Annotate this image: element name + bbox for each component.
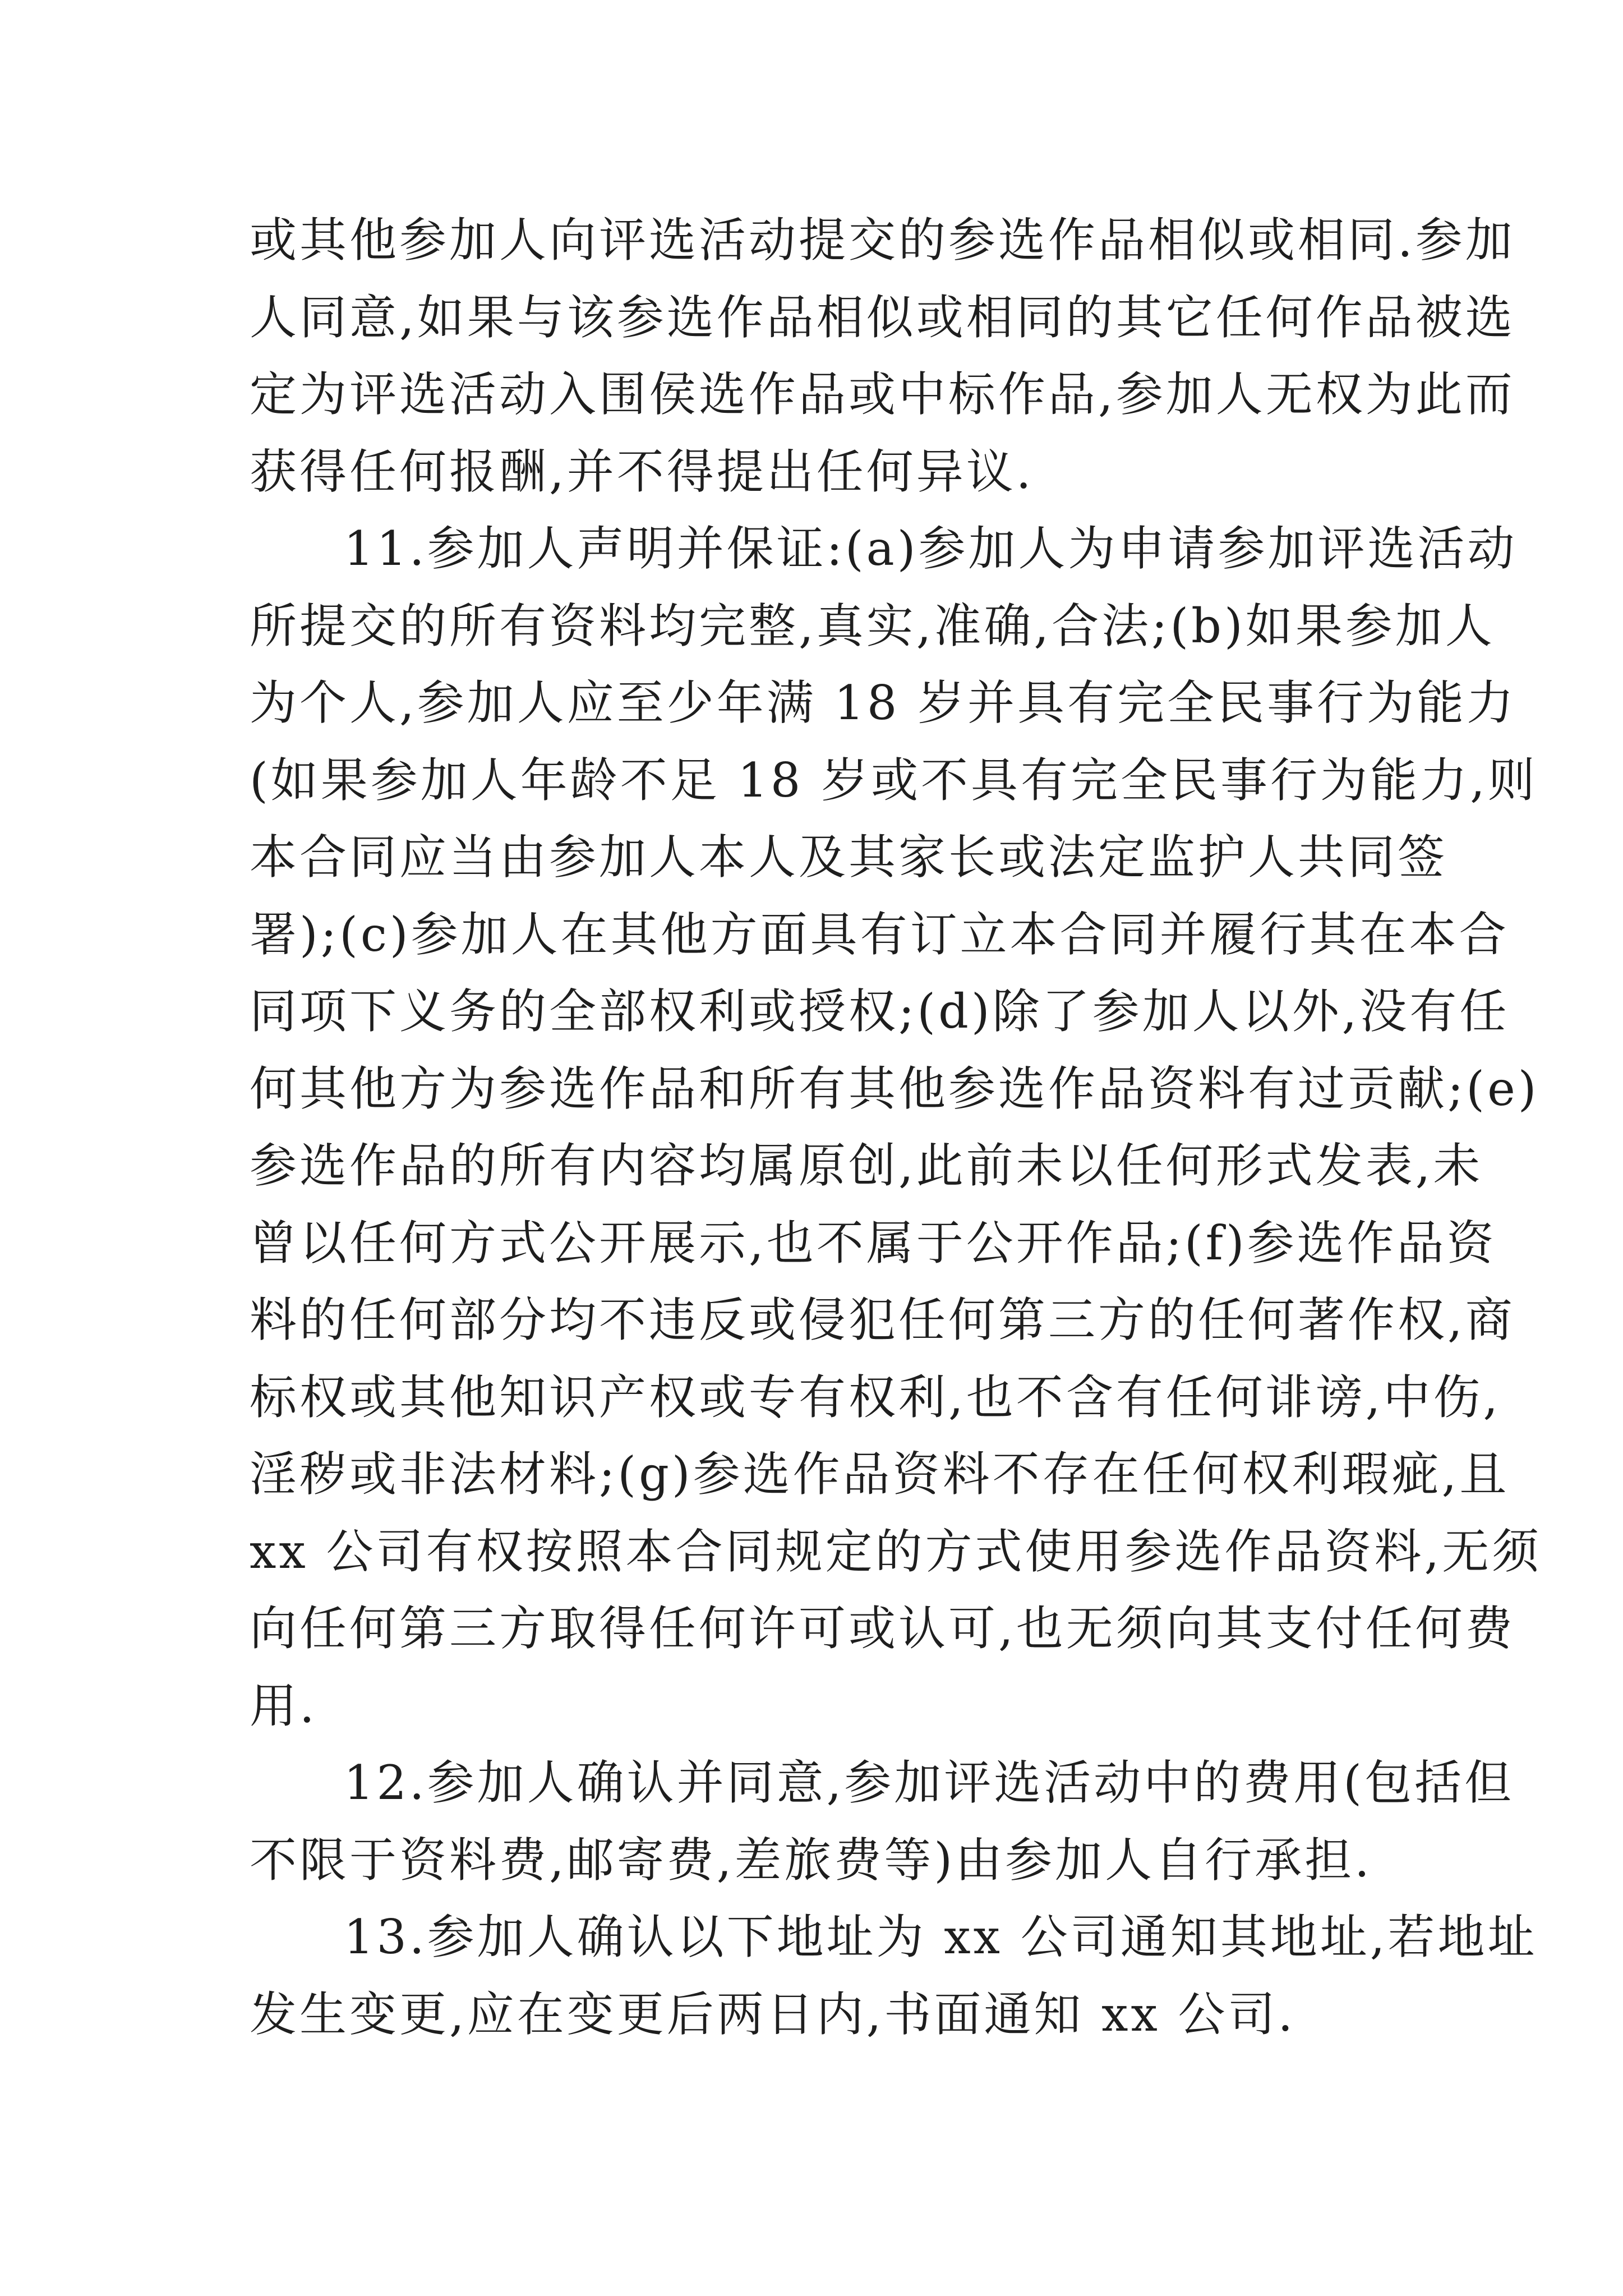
paragraph-11 (250, 510, 1542, 1745)
document-body (250, 202, 1542, 2053)
text-line: 向任何第三方取得任何许可或认可,也无须向其支付任何费 (250, 1601, 1515, 1656)
text-line: 12.参加人确认并同意,参加评选活动中的费用(包括但 (344, 1755, 1515, 1810)
text-line: 人同意,如果与该参选作品相似或相同的其它任何作品被选 (250, 289, 1515, 345)
text-line: 料的任何部分均不违反或侵犯任何第三方的任何著作权,商 (250, 1292, 1515, 1347)
text-line: 所提交的所有资料均完整,真实,准确,合法;(b)如果参加人 (250, 598, 1495, 654)
text-line: 曾以任何方式公开展示,也不属于公开作品;(f)参选作品资 (250, 1215, 1497, 1271)
text-line: 淫秽或非法材料;(g)参选作品资料不存在任何权利瑕疵,且 (250, 1447, 1510, 1502)
text-line: 定为评选活动入围侯选作品或中标作品,参加人无权为此而 (250, 367, 1515, 422)
text-line: 发生变更,应在变更后两日内,书面通知 xx 公司. (250, 1986, 1296, 2042)
text-line: 何其他方为参选作品和所有其他参选作品资料有过贡献;(e) (250, 1061, 1539, 1116)
text-line: 或其他参加人向评选活动提交的参选作品相似或相同.参加 (250, 213, 1515, 268)
text-line: 获得任何报酬,并不得提出任何异议. (250, 444, 1034, 499)
text-line: 不限于资料费,邮寄费,差旅费等)由参加人自行承担. (250, 1832, 1372, 1888)
text-line: 标权或其他知识产权或专有权利,也不含有任何诽谤,中伤, (250, 1369, 1501, 1425)
text-line: 用. (250, 1678, 317, 1733)
text-line: 11.参加人声明并保证:(a)参加人为申请参加评选活动 (344, 521, 1518, 576)
text-line: xx 公司有权按照本合同规定的方式使用参选作品资料,无须 (250, 1524, 1542, 1579)
text-line: 本合同应当由参加人本人及其家长或法定监护人共同签 (250, 830, 1448, 885)
text-line: 为个人,参加人应至少年满 18 岁并具有完全民事行为能力 (250, 675, 1516, 730)
text-line: 署);(c)参加人在其他方面具有订立本合同并履行其在本合 (250, 907, 1509, 962)
paragraph-13 (250, 1899, 1538, 2053)
text-line: (如果参加人年龄不足 18 岁或不具有完全民事行为能力,则 (250, 752, 1538, 808)
text-line: 13.参加人确认以下地址为 xx 公司通知其地址,若地址 (344, 1910, 1538, 1964)
text-line: 同项下义务的全部权利或授权;(d)除了参加人以外,没有任 (250, 984, 1510, 1039)
text-line: 参选作品的所有内容均属原创,此前未以任何形式发表,未 (250, 1138, 1483, 1193)
paragraph-continued (250, 202, 1515, 510)
paragraph-12 (250, 1745, 1515, 1899)
